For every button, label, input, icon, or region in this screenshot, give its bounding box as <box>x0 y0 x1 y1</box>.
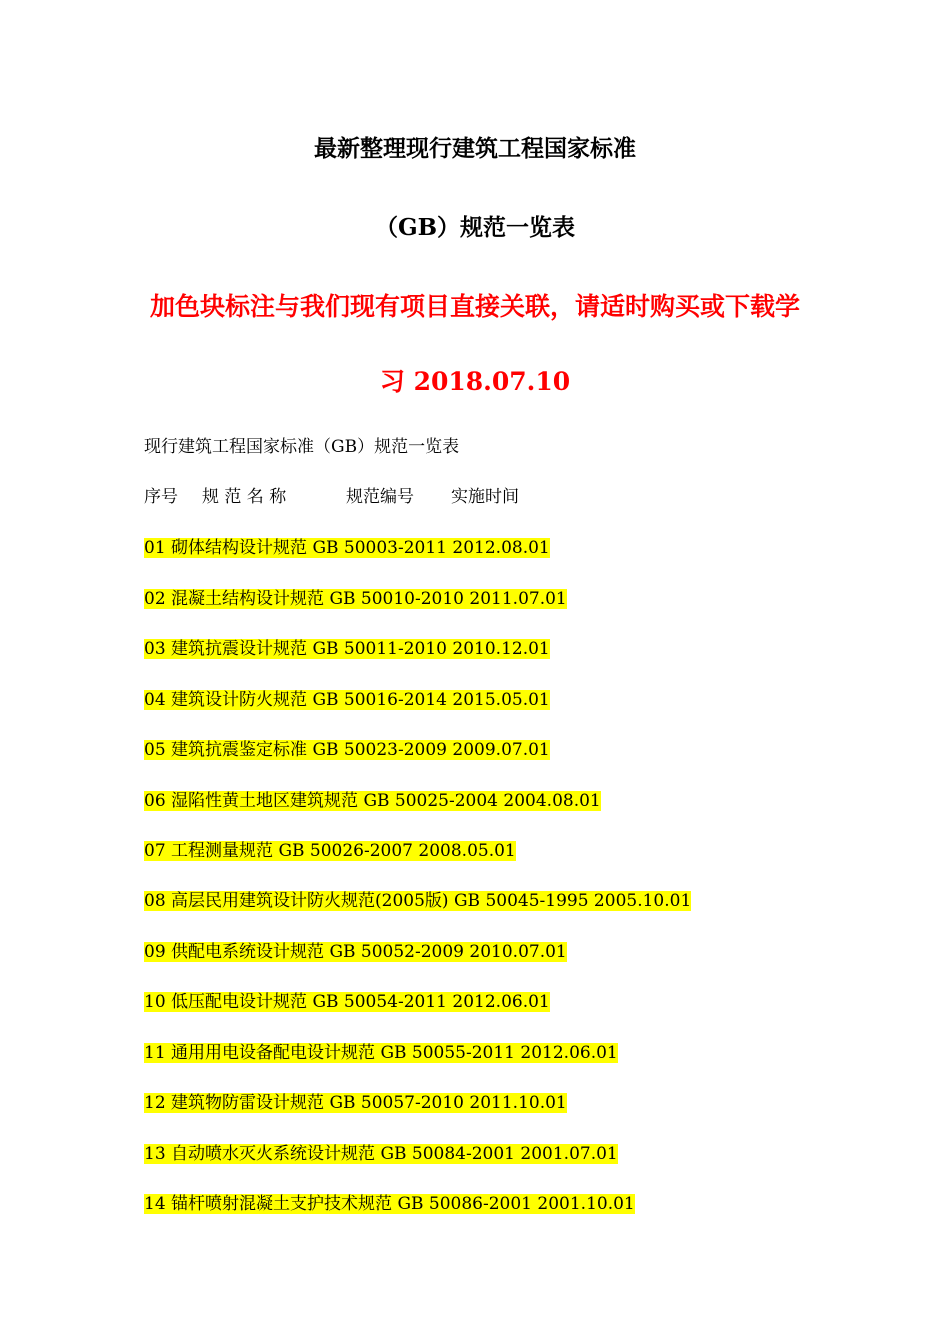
notice-line-2: 习 2018.07.10 <box>379 367 571 396</box>
list-item-text: 07 工程测量规范 GB 50026-2007 2008.05.01 <box>144 841 516 861</box>
list-item <box>144 588 567 610</box>
list-item-text: 14 锚杆喷射混凝土支护技术规范 GB 50086-2001 2001.10.01 <box>144 1194 635 1214</box>
list-item-text: 02 混凝土结构设计规范 GB 50010-2010 2011.07.01 <box>144 589 567 609</box>
list-item-text: 04 建筑设计防火规范 GB 50016-2014 2015.05.01 <box>144 690 550 710</box>
list-item-text: 12 建筑物防雷设计规范 GB 50057-2010 2011.10.01 <box>144 1093 567 1113</box>
list-item-text: 13 自动喷水灭火系统设计规范 GB 50084-2001 2001.07.01 <box>144 1144 618 1164</box>
column-header-index: 序号 <box>144 487 178 507</box>
column-header-row <box>144 486 519 508</box>
list-item-text: 10 低压配电设计规范 GB 50054-2011 2012.06.01 <box>144 992 550 1012</box>
list-item-text: 08 高层民用建筑设计防火规范(2005版) GB 50045-1995 2005.10.01 <box>144 891 692 911</box>
list-item-text: 03 建筑抗震设计规范 GB 50011-2010 2010.12.01 <box>144 639 550 659</box>
list-subtitle: 现行建筑工程国家标准（GB）规范一览表 <box>144 437 460 457</box>
notice-line-1: 加色块标注与我们现有项目直接关联，请适时购买或下载学 <box>149 292 800 321</box>
list-item <box>144 941 567 963</box>
list-item-text: 09 供配电系统设计规范 GB 50052-2009 2010.07.01 <box>144 942 567 962</box>
list-item <box>144 890 691 912</box>
list-item <box>144 1042 618 1064</box>
column-header-name: 规 范 名 称 <box>202 487 287 507</box>
list-item <box>144 840 516 862</box>
list-item <box>144 790 601 812</box>
list-item <box>144 1092 567 1114</box>
list-item <box>144 991 550 1013</box>
page-title-line-1: 最新整理现行建筑工程国家标准 <box>314 135 636 162</box>
list-item <box>144 1143 618 1165</box>
list-item <box>144 689 550 711</box>
list-item <box>144 739 550 761</box>
page-title-line-2: （GB）规范一览表 <box>374 214 576 241</box>
list-item <box>144 1193 635 1215</box>
list-item-text: 01 砌体结构设计规范 GB 50003-2011 2012.08.01 <box>144 538 550 558</box>
list-item <box>144 638 550 660</box>
column-header-date: 实施时间 <box>451 487 519 507</box>
list-item-text: 11 通用用电设备配电设计规范 GB 50055-2011 2012.06.01 <box>144 1043 618 1063</box>
list-item <box>144 537 550 559</box>
list-item-text: 05 建筑抗震鉴定标准 GB 50023-2009 2009.07.01 <box>144 740 550 760</box>
column-header-code: 规范编号 <box>346 487 414 507</box>
list-item-text: 06 湿陷性黄土地区建筑规范 GB 50025-2004 2004.08.01 <box>144 791 601 811</box>
